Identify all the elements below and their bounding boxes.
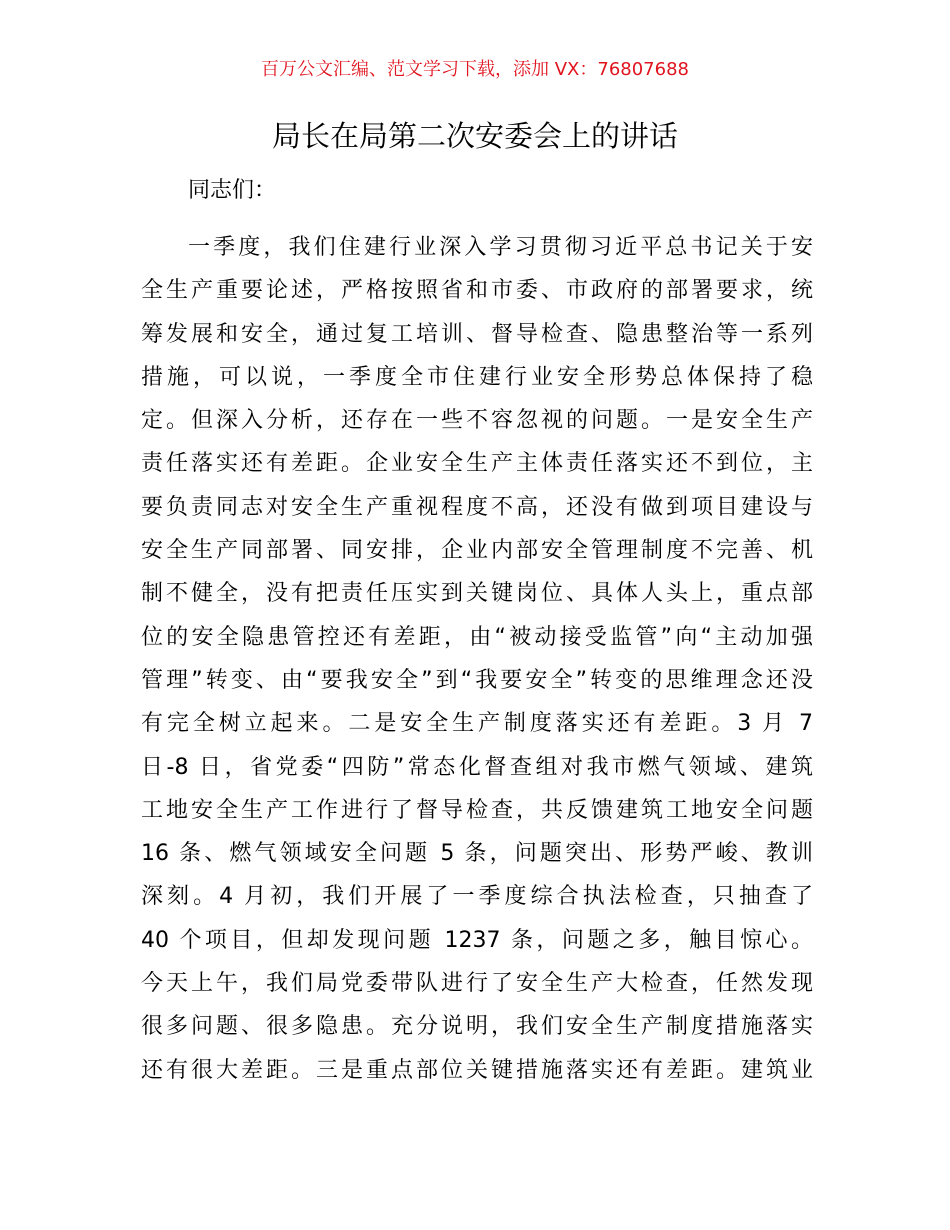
paragraph-line: 责任落实还有差距。企业安全生产主体责任落实还不到位，主 bbox=[141, 451, 813, 477]
watermark-header: 百万公文汇编、范文学习下载，添加 VX：76807688 bbox=[261, 59, 689, 80]
paragraph-line: 位的安全隐患管控还有差距，由“被动接受监管”向“主动加强 bbox=[141, 624, 813, 650]
paragraph-line: 还有很大差距。三是重点部位关键措施落实还有差距。建筑业 bbox=[141, 1057, 813, 1083]
paragraph-line: 制不健全，没有把责任压实到关键岗位、具体人头上，重点部 bbox=[141, 581, 813, 607]
paragraph-line: 措施，可以说，一季度全市住建行业安全形势总体保持了稳 bbox=[141, 364, 813, 390]
paragraph-line: 一季度，我们住建行业深入学习贯彻习近平总书记关于安 bbox=[188, 235, 813, 260]
paragraph-line: 很多问题、很多隐患。充分说明，我们安全生产制度措施落实 bbox=[141, 1014, 813, 1040]
paragraph-line: 深刻。4 月初，我们开展了一季度综合执法检查，只抽查了 bbox=[141, 884, 813, 910]
paragraph-line: 定。但深入分析，还存在一些不容忽视的问题。一是安全生产 bbox=[141, 408, 813, 434]
paragraph-line: 筹发展和安全，通过复工培训、督导检查、隐患整治等一系列 bbox=[141, 321, 813, 347]
paragraph-line: 全生产重要论述，严格按照省和市委、市政府的部署要求，统 bbox=[141, 278, 813, 304]
paragraph-line: 工地安全生产工作进行了督导检查，共反馈建筑工地安全问题 bbox=[141, 797, 813, 823]
paragraph-line: 40 个项目，但却发现问题 1237 条，问题之多，触目惊心。 bbox=[141, 927, 813, 953]
paragraph-line: 有完全树立起来。二是安全生产制度落实还有差距。3 月 7 bbox=[141, 711, 813, 737]
paragraph-line: 安全生产同部署、同安排，企业内部安全管理制度不完善、机 bbox=[141, 538, 813, 564]
paragraph-line: 16 条、燃气领域安全问题 5 条，问题突出、形势严峻、教训 bbox=[141, 841, 813, 867]
paragraph-line: 要负责同志对安全生产重视程度不高，还没有做到项目建设与 bbox=[141, 494, 813, 520]
document-title: 局长在局第二次安委会上的讲话 bbox=[271, 119, 678, 153]
paragraph-line: 管理”转变、由“要我安全”到“我要安全”转变的思维理念还没 bbox=[141, 667, 813, 693]
paragraph-line: 日-8 日，省党委“四防”常态化督查组对我市燃气领域、建筑 bbox=[141, 754, 813, 780]
paragraph-line: 今天上午，我们局党委带队进行了安全生产大检查，任然发现 bbox=[141, 971, 813, 997]
body-paragraph bbox=[141, 226, 813, 1092]
salutation: 同志们： bbox=[188, 178, 277, 203]
